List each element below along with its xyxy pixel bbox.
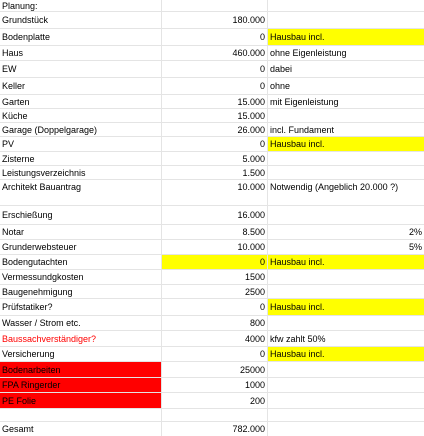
- table-row: [0, 78, 424, 95]
- cell-note-highlighted[interactable]: Hausbau incl.: [268, 29, 424, 45]
- table-row: [0, 95, 424, 109]
- cell-note[interactable]: ohne Eigenleistung: [270, 48, 347, 58]
- cell-label[interactable]: Planung:: [0, 0, 162, 11]
- table-row: [0, 46, 424, 61]
- table-row: [0, 240, 424, 255]
- cell-label[interactable]: Prüfstatiker?: [0, 299, 162, 315]
- cell-note[interactable]: [268, 362, 424, 377]
- table-row: [0, 393, 424, 409]
- table-row: [0, 347, 424, 362]
- cell-label[interactable]: Haus: [0, 46, 162, 60]
- cell-note[interactable]: [268, 109, 424, 122]
- cell-label[interactable]: Erschießung: [0, 206, 162, 224]
- cell-label-red-fill[interactable]: Bodenarbeiten: [0, 362, 162, 377]
- cell-value-total[interactable]: 782.000: [162, 422, 268, 436]
- cell-label-red-fill[interactable]: PE Folie: [0, 393, 162, 408]
- cell-note-highlighted[interactable]: Hausbau incl.: [268, 299, 424, 315]
- cell-note[interactable]: [268, 12, 424, 28]
- cell-value[interactable]: 5.000: [162, 152, 268, 165]
- table-row: [0, 255, 424, 270]
- cell-value[interactable]: [162, 0, 268, 11]
- cell-note[interactable]: mit Eigenleistung: [270, 96, 339, 107]
- table-row: [0, 378, 424, 393]
- cell-label-red[interactable]: Baussachverständiger?: [0, 331, 162, 346]
- cell-note[interactable]: [268, 270, 424, 284]
- cell-value[interactable]: 0: [162, 29, 268, 45]
- cell-label[interactable]: Vermessundgkosten: [0, 270, 162, 284]
- table-row: [0, 299, 424, 316]
- cell-value[interactable]: 0: [162, 137, 268, 151]
- cell-note[interactable]: [268, 316, 424, 330]
- cell-note[interactable]: [268, 225, 424, 239]
- cell-value[interactable]: 4000: [162, 331, 268, 346]
- cell-value[interactable]: 1000: [162, 378, 268, 392]
- cell-label[interactable]: PV: [0, 137, 162, 151]
- cell-value[interactable]: 180.000: [162, 12, 268, 28]
- table-row: [0, 152, 424, 166]
- cell-value[interactable]: 10.000: [162, 240, 268, 254]
- cell-note[interactable]: [268, 166, 424, 179]
- cell-note[interactable]: [268, 409, 424, 421]
- cell-value[interactable]: 10.000: [162, 180, 268, 205]
- cell-note-highlighted[interactable]: Hausbau incl.: [268, 137, 424, 151]
- table-row: [0, 285, 424, 299]
- cell-note[interactable]: [268, 0, 424, 11]
- cell-value[interactable]: 460.000: [162, 46, 268, 60]
- cell-label[interactable]: Grunderwebsteuer: [0, 240, 162, 254]
- cell-note[interactable]: ohne: [270, 81, 291, 91]
- table-row: [0, 331, 424, 347]
- cell-label[interactable]: Architekt Bauantrag: [0, 180, 162, 205]
- cell-value[interactable]: 1500: [162, 270, 268, 284]
- cell-value[interactable]: 15.000: [162, 95, 268, 108]
- cell-label[interactable]: [0, 409, 162, 421]
- cell-value[interactable]: 2500: [162, 285, 268, 298]
- cell-label[interactable]: Grundstück: [0, 12, 162, 28]
- table-row: [0, 29, 424, 46]
- table-row-total: [0, 422, 424, 436]
- cell-value[interactable]: 800: [162, 316, 268, 330]
- table-row: [0, 123, 424, 137]
- cell-label[interactable]: Notar: [0, 225, 162, 239]
- cell-note[interactable]: incl. Fundament: [270, 124, 335, 135]
- cell-label-red-fill[interactable]: FPA Ringerder: [0, 378, 162, 392]
- cell-note[interactable]: [268, 285, 424, 298]
- table-row: [0, 166, 424, 180]
- table-row: [0, 225, 424, 240]
- table-row: [0, 0, 424, 12]
- cell-value[interactable]: 0: [162, 299, 268, 315]
- cell-label[interactable]: Baugenehmigung: [0, 285, 162, 298]
- cell-label[interactable]: Bodengutachten: [0, 255, 162, 269]
- cell-note[interactable]: [268, 393, 424, 408]
- cell-note[interactable]: [268, 240, 424, 254]
- cell-value[interactable]: 16.000: [162, 206, 268, 224]
- cell-value[interactable]: 1.500: [162, 166, 268, 179]
- table-row: [0, 409, 424, 422]
- table-row: [0, 12, 424, 29]
- cell-note[interactable]: [268, 422, 424, 436]
- cell-value[interactable]: 26.000: [162, 123, 268, 136]
- cell-note[interactable]: Notwendig (Angeblich 20.000 ?): [270, 182, 399, 192]
- cell-value[interactable]: 0: [162, 61, 268, 77]
- cell-label[interactable]: EW: [0, 61, 162, 77]
- cell-value[interactable]: 15.000: [162, 109, 268, 122]
- cell-label[interactable]: Wasser / Strom etc.: [0, 316, 162, 330]
- cell-note[interactable]: [268, 206, 424, 224]
- table-row: [0, 206, 424, 225]
- cell-label[interactable]: Garage (Doppelgarage): [0, 123, 162, 136]
- percent-value: 5%: [408, 242, 422, 252]
- table-row: [0, 316, 424, 331]
- cell-label[interactable]: Leistungsverzeichnis: [0, 166, 162, 179]
- cell-label[interactable]: Zisterne: [0, 152, 162, 165]
- cell-note-highlighted[interactable]: Hausbau incl.: [268, 255, 424, 269]
- percent-value: 2%: [408, 227, 422, 237]
- cell-label[interactable]: Küche: [0, 109, 162, 122]
- table-row: [0, 180, 424, 206]
- cell-value[interactable]: 200: [162, 393, 268, 408]
- cell-value[interactable]: 8.500: [162, 225, 268, 239]
- cell-value[interactable]: 0: [162, 78, 268, 94]
- cell-note[interactable]: dabei: [270, 64, 293, 74]
- cell-value[interactable]: [162, 409, 268, 421]
- table-row: [0, 270, 424, 285]
- cell-label[interactable]: Garten: [0, 95, 162, 108]
- cell-value[interactable]: 0: [162, 347, 268, 361]
- cell-value-highlighted[interactable]: 0: [162, 255, 268, 269]
- cell-note[interactable]: kfw zahlt 50%: [270, 333, 326, 344]
- cell-label[interactable]: Keller: [0, 78, 162, 94]
- table-row: [0, 109, 424, 123]
- cell-note-highlighted[interactable]: Hausbau incl.: [268, 347, 424, 361]
- cell-label[interactable]: Versicherung: [0, 347, 162, 361]
- cell-value[interactable]: 25000: [162, 362, 268, 377]
- table-row: [0, 362, 424, 378]
- cell-label[interactable]: Bodenplatte: [0, 29, 162, 45]
- cell-note[interactable]: [268, 152, 424, 165]
- table-row: [0, 61, 424, 78]
- cell-label-total[interactable]: Gesamt: [0, 422, 162, 436]
- table-row: [0, 137, 424, 152]
- cell-note[interactable]: [268, 378, 424, 392]
